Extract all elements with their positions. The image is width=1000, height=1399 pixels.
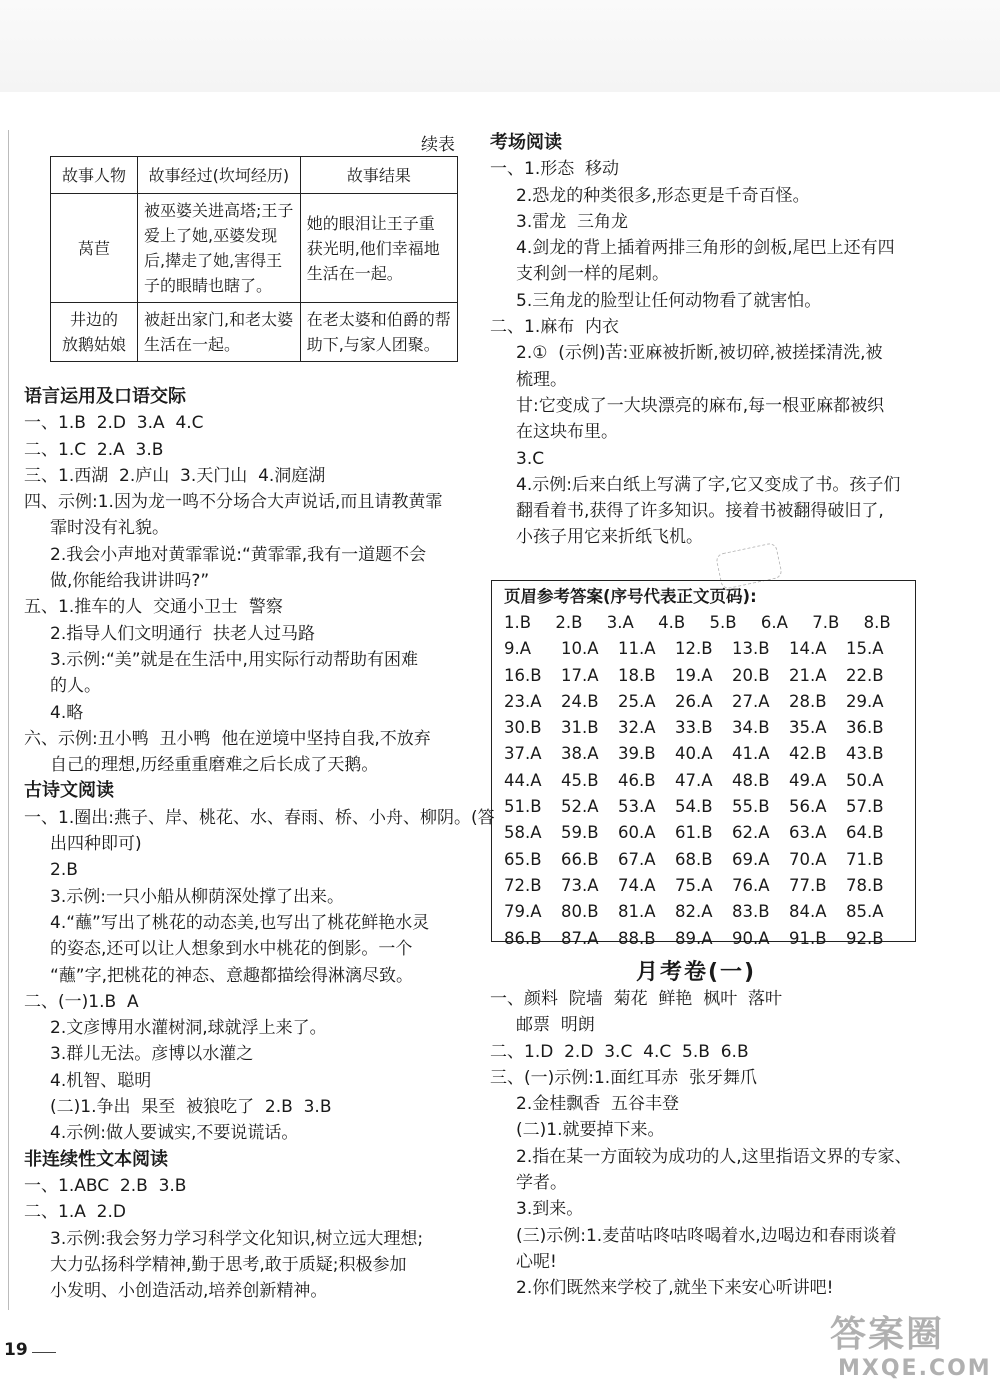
- answer-line: 4.示例:后来白纸上写满了字,它又变成了书。孩子们: [516, 474, 901, 495]
- cell-line: 爱上了她,巫婆发现: [144, 226, 278, 245]
- answer-line: “蘸”字,把桃花的神态、意趣都描绘得淋漓尽致。: [50, 965, 414, 986]
- answer-cell: 46.B: [618, 770, 656, 790]
- monthly-answer-column: [490, 986, 912, 1302]
- answer-line: 支利剑一样的尾刺。: [516, 264, 669, 285]
- answer-cell: 90.A: [732, 928, 770, 948]
- answer-cell: 38.A: [561, 744, 599, 764]
- answer-cell: 78.B: [846, 875, 884, 895]
- answer-cell: 1.B: [504, 613, 532, 632]
- cell-line: 井边的: [69, 310, 118, 329]
- answer-line: 2.① (示例)苦:亚麻被折断,被切碎,被搓揉清洗,被: [516, 343, 883, 364]
- answer-cell: 11.A: [618, 639, 656, 659]
- character-name: [51, 303, 138, 362]
- header-process: 故事经过(坎坷经历): [138, 157, 301, 194]
- answer-line: 大力弘扬科学精神,勤于思考,敢于质疑;积极参加: [50, 1254, 407, 1275]
- answer-cell: 71.B: [846, 849, 884, 869]
- answer-cell: 40.A: [675, 744, 713, 764]
- answer-cell: 7.B: [812, 613, 840, 632]
- answer-cell: 67.A: [618, 849, 656, 869]
- answer-line: 2.金桂飘香 五谷丰登: [516, 1094, 680, 1115]
- answer-cell: 21.A: [789, 665, 827, 685]
- answer-line: 2.你们既然来学校了,就坐下来安心听讲吧!: [516, 1278, 834, 1299]
- answer-line: 自己的理想,历经重重磨难之后长成了天鹅。: [50, 755, 379, 776]
- answer-cell: 5.B: [709, 613, 737, 632]
- answer-cell: 30.B: [504, 718, 542, 738]
- header-answer-box: [491, 580, 916, 948]
- answer-line: 出四种即可): [50, 834, 142, 855]
- answer-line: 一、1.形态 移动: [490, 159, 620, 180]
- answer-cell: 20.B: [732, 665, 770, 685]
- answer-row: [504, 715, 915, 741]
- answer-line: 3.雷龙 三角龙: [516, 211, 629, 232]
- answer-line: 二、(一)1.B A: [24, 991, 139, 1012]
- answer-line: 学者。: [516, 1173, 567, 1194]
- answer-cell: 45.B: [561, 770, 599, 790]
- answer-line: 三、1.西湖 2.庐山 3.天门山 4.洞庭湖: [24, 465, 326, 486]
- answer-cell: 77.B: [789, 875, 827, 895]
- answer-cell: 43.B: [846, 744, 884, 764]
- answer-line: 邮票 明朗: [516, 1015, 595, 1036]
- answer-line: 二、1.A 2.D: [24, 1202, 126, 1223]
- answer-cell: 70.A: [789, 849, 827, 869]
- answer-cell: 55.B: [732, 797, 770, 817]
- answer-cell: 63.A: [789, 823, 827, 843]
- answer-cell: 52.A: [561, 797, 599, 817]
- answer-cell: 35.A: [789, 718, 827, 738]
- answer-cell: 79.A: [504, 902, 542, 922]
- answer-cell: 59.B: [561, 823, 599, 843]
- answer-cell: 15.A: [846, 639, 884, 659]
- cell-line: 获光明,他们幸福地: [306, 238, 440, 258]
- answer-line: (二)1.争出 果至 被狼吃了 2.B 3.B: [50, 1097, 332, 1118]
- answer-cell: 74.A: [618, 875, 656, 895]
- answer-cell: 47.A: [675, 770, 713, 790]
- watermark-logo: 答案圈 MXQE.COM: [830, 1314, 992, 1381]
- answer-cell: 61.B: [675, 823, 713, 843]
- answer-line: 3.到来。: [516, 1199, 584, 1220]
- answer-row: [504, 610, 915, 636]
- answer-cell: 42.B: [789, 744, 827, 764]
- left-answer-column: [24, 384, 495, 1304]
- page-number: 19: [4, 1340, 28, 1360]
- answer-cell: 92.B: [846, 928, 884, 948]
- answer-line: 五、1.推车的人 交通小卫士 警察: [24, 597, 283, 618]
- answer-row: [504, 636, 915, 662]
- answer-cell: 48.B: [732, 770, 770, 790]
- monthly-exam-title: 月考卷(一): [636, 960, 757, 985]
- answer-cell: 16.B: [504, 665, 542, 685]
- answer-cell: 24.B: [561, 691, 599, 711]
- answer-cell: 28.B: [789, 691, 827, 711]
- answer-line: 的姿态,还可以让人想象到水中桃花的倒影。一个: [50, 939, 413, 960]
- answer-cell: 73.A: [561, 875, 599, 895]
- answer-line: 翻看着书,获得了许多知识。接着书被翻得破旧了,: [516, 501, 884, 522]
- answer-line: 一、1.B 2.D 3.A 4.C: [24, 413, 204, 434]
- result-cell: [300, 303, 457, 362]
- answer-cell: 36.B: [846, 718, 884, 738]
- answer-row: [504, 741, 915, 767]
- answer-cell: 86.B: [504, 928, 542, 948]
- answer-line: 4.“蘸”写出了桃花的动态美,也写出了桃花鲜艳水灵: [50, 912, 430, 933]
- answer-line: 在这块布里。: [516, 422, 618, 443]
- answer-cell: 27.A: [732, 691, 770, 711]
- answer-cell: 84.A: [789, 902, 827, 922]
- answer-cell: 18.B: [618, 665, 656, 685]
- answer-line: 4.机智、聪明: [50, 1070, 152, 1091]
- answer-cell: 82.A: [675, 902, 713, 922]
- answer-cell: 37.A: [504, 744, 542, 764]
- section-heading: 非连续性文本阅读: [24, 1148, 168, 1170]
- cell-line: 她的眼泪让王子重: [306, 213, 435, 233]
- answer-row: [504, 663, 915, 689]
- answer-cell: 32.A: [618, 718, 656, 738]
- answer-line: 霏时没有礼貌。: [50, 518, 169, 539]
- answer-cell: 39.B: [618, 744, 656, 764]
- answer-line: 三、(一)示例:1.面红耳赤 张牙舞爪: [490, 1067, 758, 1088]
- answer-line: 一、1.ABC 2.B 3.B: [24, 1175, 187, 1196]
- answer-row: [504, 689, 915, 715]
- page-number-dash: [32, 1352, 56, 1353]
- answer-row: [504, 873, 915, 899]
- answer-cell: 89.A: [675, 928, 713, 948]
- answer-cell: 80.B: [561, 902, 599, 922]
- answer-cell: 25.A: [618, 691, 656, 711]
- answer-cell: 88.B: [618, 928, 656, 948]
- answer-cell: 91.B: [789, 928, 827, 948]
- answer-cell: 51.B: [504, 797, 542, 817]
- answer-line: 一、1.圈出:燕子、岸、桃花、水、春雨、桥、小舟、柳阴。(答: [24, 807, 495, 828]
- cell-line: 助下,与家人团聚。: [306, 335, 440, 354]
- answer-cell: 44.A: [504, 770, 542, 790]
- answer-row: [504, 899, 915, 925]
- answer-cell: 76.A: [732, 875, 770, 895]
- answer-line: 二、1.麻布 内衣: [490, 317, 620, 338]
- table-row: [51, 194, 458, 303]
- answer-line: 小发明、小创造活动,培养创新精神。: [50, 1281, 328, 1302]
- answer-cell: 68.B: [675, 849, 713, 869]
- answer-cell: 6.A: [760, 613, 788, 632]
- answer-line: 六、示例:丑小鸭 丑小鸭 他在逆境中坚持自我,不放弃: [24, 728, 431, 749]
- answer-cell: 14.A: [789, 639, 827, 659]
- answer-cell: 34.B: [732, 718, 770, 738]
- cell-line: 生活在一起。: [144, 335, 241, 354]
- header-result: 故事结果: [300, 157, 457, 194]
- answer-cell: 53.A: [618, 797, 656, 817]
- answer-row: [504, 926, 915, 952]
- answer-cell: 10.A: [561, 639, 599, 659]
- answer-cell: 66.B: [561, 849, 599, 869]
- cell-line: 子的眼睛也瞎了。: [144, 276, 273, 295]
- answer-line: 3.示例:“美”就是在生活中,用实际行动帮助有困难: [50, 649, 418, 670]
- answer-line: 梳理。: [516, 369, 567, 390]
- answer-line: 二、1.C 2.A 3.B: [24, 439, 164, 460]
- answer-cell: 62.A: [732, 823, 770, 843]
- answer-line: 2.我会小声地对黄霏霏说:“黄霏霏,我有一道题不会: [50, 544, 427, 565]
- answer-cell: 33.B: [675, 718, 713, 738]
- answer-cell: 41.A: [732, 744, 770, 764]
- answer-cell: 69.A: [732, 849, 770, 869]
- answer-cell: 49.A: [789, 770, 827, 790]
- answer-cell: 58.A: [504, 823, 542, 843]
- answer-line: 做,你能给我讲讲吗?”: [50, 571, 210, 592]
- answer-row: [504, 820, 915, 846]
- section-heading: 语言运用及口语交际: [24, 386, 186, 407]
- scan-top-band: [0, 0, 1000, 92]
- cell-line: 后,撵走了她,害得王: [144, 251, 283, 270]
- process-cell: [138, 303, 301, 362]
- table-header-row: [51, 157, 458, 194]
- answer-cell: 64.B: [846, 823, 884, 843]
- answer-cell: 23.A: [504, 691, 542, 711]
- answer-line: (二)1.就要掉下来。: [516, 1120, 665, 1141]
- answer-cell: 57.B: [846, 797, 884, 817]
- answer-line: 甘:它变成了一大块漂亮的麻布,每一根亚麻都被织: [516, 395, 885, 416]
- section-heading: 考场阅读: [490, 132, 562, 153]
- answer-line: 的人。: [50, 676, 101, 697]
- answer-cell: 12.B: [675, 639, 713, 659]
- right-answer-column: [490, 130, 930, 551]
- answer-cell: 19.A: [675, 665, 713, 685]
- result-cell: [300, 194, 457, 303]
- section-heading: 古诗文阅读: [24, 780, 114, 802]
- answer-cell: 3.A: [606, 613, 634, 632]
- answer-line: 4.略: [50, 702, 84, 723]
- answer-cell: 56.A: [789, 797, 827, 817]
- answer-cell: 13.B: [732, 639, 770, 659]
- answer-cell: 85.A: [846, 902, 884, 922]
- answer-line: 3.示例:我会努力学习科学文化知识,树立远大理想;: [50, 1228, 424, 1249]
- answer-cell: 2.B: [555, 613, 583, 632]
- answer-row: [504, 794, 915, 820]
- answer-line: (三)示例:1.麦苗咕咚咕咚喝着水,边喝边和春雨谈着: [516, 1225, 897, 1246]
- answer-cell: 83.B: [732, 902, 770, 922]
- answer-line: 2.文彦博用水灌树洞,球就浮上来了。: [50, 1018, 327, 1039]
- answer-grid: [504, 610, 915, 952]
- header-character: 故事人物: [51, 157, 138, 194]
- answer-line: 四、示例:1.因为龙一鸣不分场合大声说话,而且请教黄霏: [24, 492, 443, 513]
- cell-line: 被赶出家门,和老太婆: [144, 310, 294, 329]
- answer-cell: 54.B: [675, 797, 713, 817]
- story-table: [50, 156, 458, 362]
- answer-cell: 50.A: [846, 770, 884, 790]
- cell-line: 被巫婆关进高塔;王子: [144, 201, 294, 220]
- answer-cell: 31.B: [561, 718, 599, 738]
- answer-row: [504, 768, 915, 794]
- answer-cell: 65.B: [504, 849, 542, 869]
- answer-cell: 26.A: [675, 691, 713, 711]
- table-continued-label: 续表: [421, 135, 455, 155]
- answer-line: 小孩子用它来折纸飞机。: [516, 527, 703, 548]
- answer-line: 2.恐龙的种类很多,形态更是千奇百怪。: [516, 185, 810, 206]
- answer-line: 二、1.D 2.D 3.C 4.C 5.B 6.B: [490, 1041, 749, 1062]
- table-row: [51, 303, 458, 362]
- answer-cell: 29.A: [846, 691, 884, 711]
- answer-cell: 72.B: [504, 875, 542, 895]
- answer-line: 3.示例:一只小船从柳荫深处撑了出来。: [50, 886, 344, 907]
- answer-line: 4.剑龙的背上插着两排三角形的剑板,尾巴上还有四: [516, 238, 895, 259]
- cell-line: 在老太婆和伯爵的帮: [306, 310, 451, 329]
- answer-cell: 60.A: [618, 823, 656, 843]
- answer-row: [504, 847, 915, 873]
- character-name: 莴苣: [51, 194, 138, 303]
- left-margin-rule: [8, 130, 9, 1310]
- answer-line: 5.三角龙的脸型让任何动物看了就害怕。: [516, 290, 822, 311]
- answer-cell: 22.B: [846, 665, 884, 685]
- answer-line: 3.C: [516, 448, 545, 469]
- answer-cell: 81.A: [618, 902, 656, 922]
- answer-line: 一、颜料 院墙 菊花 鲜艳 枫叶 落叶: [490, 989, 783, 1009]
- answer-box-title: 页眉参考答案(序号代表正文页码):: [504, 587, 757, 606]
- answer-cell: 17.A: [561, 665, 599, 685]
- cell-line: 生活在一起。: [306, 263, 403, 283]
- answer-cell: 4.B: [658, 613, 686, 632]
- answer-cell: 75.A: [675, 875, 713, 895]
- answer-line: 2.指导人们文明通行 扶老人过马路: [50, 623, 316, 644]
- answer-line: 2.B: [50, 860, 78, 881]
- answer-cell: 9.A: [504, 639, 532, 659]
- answer-cell: 8.B: [863, 613, 891, 632]
- answer-line: 2.指在某一方面较为成功的人,这里指语文界的专家、: [516, 1146, 912, 1167]
- answer-line: 3.群儿无法。彦博以水灌之: [50, 1044, 254, 1065]
- answer-cell: 87.A: [561, 928, 599, 948]
- answer-line: 4.示例:做人要诚实,不要说谎话。: [50, 1123, 299, 1144]
- process-cell: [138, 194, 301, 303]
- cell-line: 放鹅姑娘: [61, 335, 126, 354]
- answer-line: 心呢!: [516, 1251, 557, 1272]
